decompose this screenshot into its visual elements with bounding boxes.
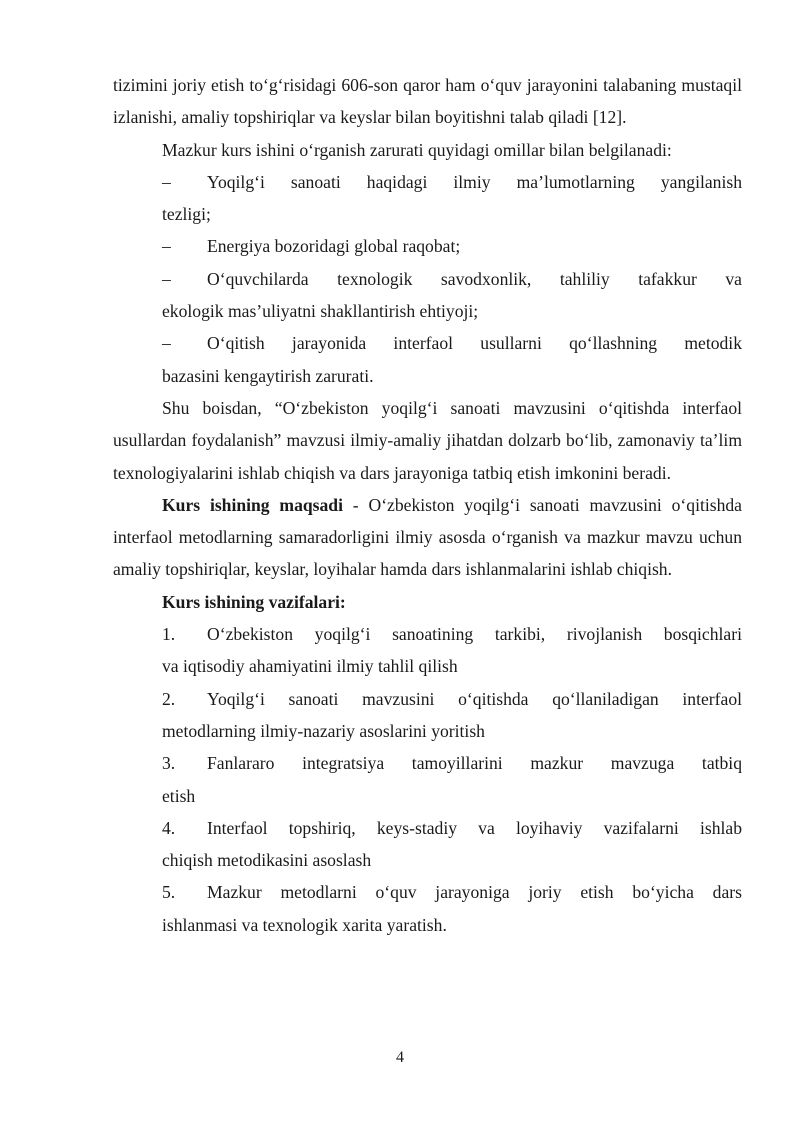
list-item bbox=[113, 230, 742, 262]
list-item bbox=[113, 327, 742, 392]
list-item bbox=[113, 263, 742, 328]
list-marker: 2. bbox=[162, 688, 176, 709]
list-item bbox=[113, 166, 742, 231]
list-item bbox=[113, 683, 742, 748]
list-item bbox=[113, 618, 742, 683]
list-item-text: Mazkur metodlarni o‘quv jarayoniga joriy etish bo‘yicha dars bbox=[207, 882, 742, 903]
factors-list bbox=[113, 166, 742, 392]
list-item bbox=[113, 812, 742, 877]
list-item bbox=[113, 747, 742, 812]
list-item-text: O‘quvchilarda texnologik savodxonlik, tahliliy tafakkur va bbox=[207, 268, 742, 289]
list-item-continuation: metodlarning ilmiy-nazariy asoslarini yoritish bbox=[162, 720, 485, 741]
list-item-continuation: ishlanmasi va texnologik xarita yaratish. bbox=[162, 914, 447, 935]
tasks-list bbox=[113, 618, 742, 941]
list-marker: 1. bbox=[162, 624, 176, 645]
list-item-continuation: etish bbox=[162, 785, 196, 806]
list-item-text: O‘zbekiston yoqilg‘i sanoatining tarkibi, rivojlanish bosqichlari bbox=[207, 624, 742, 645]
list-item-continuation: ekologik mas’uliyatni shakllantirish ehtiyoji; bbox=[162, 301, 479, 322]
tasks-heading: Kurs ishining vazifalari: bbox=[162, 591, 346, 612]
list-item bbox=[113, 876, 742, 941]
paragraph-factors-lead: Mazkur kurs ishini o‘rganish zarurati quyidagi omillar bilan belgilanadi: bbox=[162, 139, 672, 160]
list-item-text: Interfaol topshiriq, keys-stadiy va loyihaviy vazifalarni ishlab bbox=[207, 817, 742, 838]
page-number: 4 bbox=[396, 1049, 404, 1066]
list-item-continuation: chiqish metodikasini asoslash bbox=[162, 850, 372, 871]
paragraph-relevance: Shu boisdan, “O‘zbekiston yoqilg‘i sanoati mavzusini o‘qitishda interfaol usullardan foydalanish” mavzusi ilmiy-amaliy jihatdan dolzarb bo‘lib, zamonaviy ta’lim texnologiyalarini ishlab chiqish va dars jarayoniga tatbiq etish imkonini beradi. bbox=[113, 397, 742, 483]
list-marker: – bbox=[162, 171, 171, 192]
list-item-text: Energiya bozoridagi global raqobat; bbox=[207, 236, 461, 257]
list-marker: – bbox=[162, 333, 171, 354]
goal-label: Kurs ishining maqsadi bbox=[162, 494, 343, 515]
list-marker: 4. bbox=[162, 817, 176, 838]
paragraph-goal bbox=[113, 489, 742, 586]
list-marker: – bbox=[162, 268, 171, 289]
list-item-text: Yoqilg‘i sanoati mavzusini o‘qitishda qo‘llaniladigan interfaol bbox=[207, 688, 742, 709]
list-item-text: Yoqilg‘i sanoati haqidagi ilmiy ma’lumotlarning yangilanish bbox=[207, 171, 742, 192]
list-item-continuation: tezligi; bbox=[162, 204, 211, 225]
list-item-continuation: va iqtisodiy ahamiyatini ilmiy tahlil qilish bbox=[162, 656, 458, 677]
page-content bbox=[113, 69, 742, 941]
list-item-continuation: bazasini kengaytirish zarurati. bbox=[162, 365, 374, 386]
list-marker: 3. bbox=[162, 753, 176, 774]
goal-text: - O‘zbekiston yoqilg‘i sanoati mavzusini o‘qitishda interfaol metodlarning samaradorligini ilmiy asosda o‘rganish va mazkur mavzu uchun amaliy topshiriqlar, keyslar, loyihalar hamda dars ishlanmalarini ishlab chiqish. bbox=[113, 494, 742, 580]
list-item-text: Fanlararo integratsiya tamoyillarini mazkur mavzuga tatbiq bbox=[207, 753, 742, 774]
paragraph-intro: tizimini joriy etish to‘g‘risidagi 606-son qaror ham o‘quv jarayonini talabaning mustaqil izlanishi, amaliy topshiriqlar va keyslar bilan boyitishni talab qiladi [12]. bbox=[113, 75, 742, 128]
list-marker: – bbox=[162, 236, 171, 257]
list-marker: 5. bbox=[162, 882, 176, 903]
list-item-text: O‘qitish jarayonida interfaol usullarni qo‘llashning metodik bbox=[207, 333, 742, 354]
